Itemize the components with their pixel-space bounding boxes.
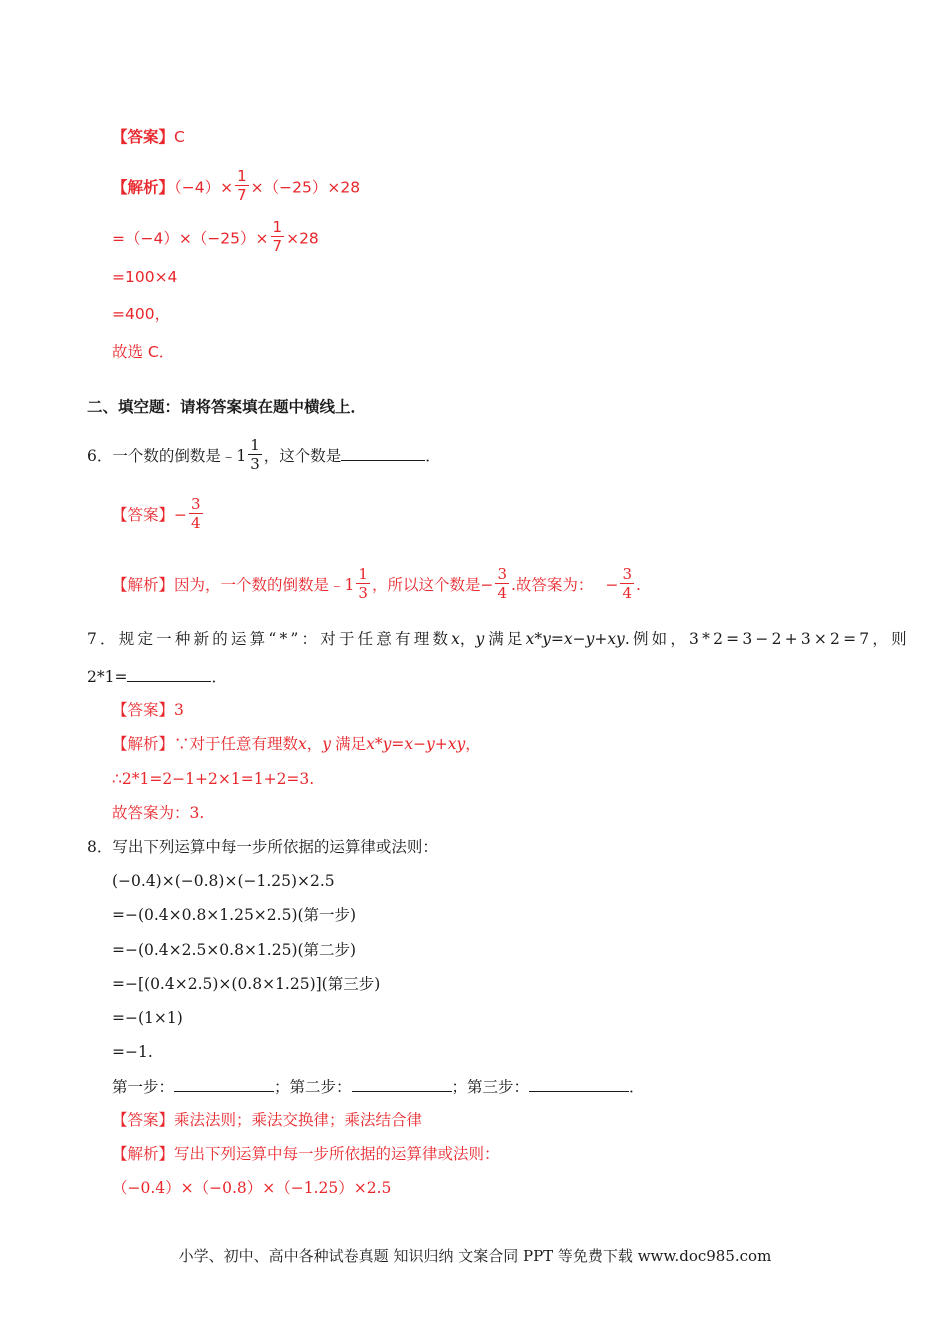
mixed-fraction [248,437,262,473]
answer-tag: 【答案】 [112,1111,175,1129]
answer-value: 3 [174,701,184,719]
expr-text: ×（−25）×28 [250,178,361,197]
question-text: ，这个数是 [263,447,342,465]
q5-analysis-line2 [112,218,319,257]
expr-text: （−4）× [174,178,234,197]
expr-text: =（−4）×（−25）× [112,229,269,248]
q8-step: (−0.4)×(−0.8)×(−1.25)×2.5 [112,872,335,890]
q8-analysis-line1 [112,1143,500,1165]
answer-blank[interactable] [127,665,211,682]
analysis-text: 因为，一个数的倒数是﹣1 [174,576,355,594]
q8-step: =−[(0.4×2.5)×(0.8×1.25)](第三步) [112,975,381,993]
variable-x: x [298,735,307,753]
q7-analysis-line1 [112,733,481,755]
q7-question-line1 [87,628,910,650]
page-footer: 小学、初中、高中各种试卷真题 知识归纳 文案合同 PPT 等免费下载 www.doc985.com [178,1247,772,1265]
answer-blank[interactable] [341,444,425,461]
fraction-denominator: 4 [622,584,632,602]
answer-fraction [189,496,203,532]
q8-analysis-line2: （−0.4）×（−0.8）×（−1.25）×2.5 [112,1179,392,1197]
q7-analysis-line2: ∴2*1=2−1+2×1=1+2=3. [112,770,315,788]
answer-tag: 【答案】 [112,701,175,719]
q5-analysis-line1 [112,167,361,206]
analysis-text: ∵对于任意有理数 [174,735,299,753]
q6-answer [112,495,205,534]
fraction-denominator: 4 [497,584,507,602]
q8-answer [112,1109,422,1131]
fraction-sign: − [480,576,494,594]
fraction-numerator: 3 [191,495,201,513]
fraction [271,219,285,255]
question-text: ． [425,447,441,465]
fraction-numerator: 1 [237,167,247,185]
blank-label: 第一步： [112,1078,175,1096]
fraction-numerator: 1 [272,218,283,236]
fraction-sign: − [605,576,619,594]
fraction-numerator: 3 [622,565,632,583]
q6-analysis [112,565,641,604]
analysis-text: ， [306,735,323,753]
variable-y: y [322,735,332,753]
question-text: 6．一个数的倒数是﹣1 [87,447,247,465]
q5-analysis-line4: =400， [112,305,171,323]
question-text: 7．规定一种新的运算“*”：对于任意有理数 [87,630,452,648]
fraction [620,566,634,602]
q6-question [87,436,441,475]
fraction-denominator: 7 [237,186,247,204]
question-text: ， [459,630,476,648]
q8-step: =−(0.4×2.5×0.8×1.25)(第二步) [112,941,357,959]
q7-answer [112,699,184,721]
question-text: .例如，3*2=3−2+3×2=7，则 [624,630,910,648]
fraction-numerator: 3 [497,565,507,583]
q8-step: =−1. [112,1043,153,1061]
answer-value: 乘法法则；乘法交换律；乘法结合律 [174,1111,423,1129]
blank-label: ；第三步： [451,1078,530,1096]
analysis-tag: 【解析】 [112,178,175,197]
fraction-denominator: 3 [250,455,260,473]
analysis-text: ， [465,735,481,753]
answer-value: C [174,128,185,146]
variable-y: y [475,630,485,648]
q7-question-line2 [87,665,227,688]
formula: x*y=x−y+xy [525,630,625,648]
answer-blank-step1[interactable] [174,1075,274,1092]
analysis-tag: 【解析】 [112,576,175,594]
q5-analysis-line5: 故选 C． [112,343,175,361]
q8-step: =−(1×1) [112,1009,183,1027]
question-text: 满足 [488,630,526,648]
analysis-tag: 【解析】 [112,1145,175,1163]
mixed-fraction [356,566,370,602]
fraction-denominator: 7 [272,237,283,255]
fraction-denominator: 3 [358,584,368,602]
answer-tag: 【答案】 [112,128,175,146]
q5-analysis-line3: =100×4 [112,268,178,286]
answer-sign: − [174,506,188,524]
blank-label: ；第二步： [274,1078,352,1096]
analysis-text: ，所以这个数是 [371,576,481,594]
expr-text: ×28 [286,229,319,248]
fraction-denominator: 4 [191,514,201,532]
answer-tag: 【答案】 [112,506,175,524]
q7-analysis-line3: 故答案为：3. [112,804,205,822]
analysis-text: 写出下列运算中每一步所依据的运算律或法则： [174,1145,500,1163]
fraction-numerator: 1 [250,436,260,454]
q5-answer [112,126,185,148]
section-heading: 二、填空题：请将答案填在题中横线上． [87,398,367,416]
analysis-text: . [635,576,641,594]
formula: x*y=x−y+xy [366,735,466,753]
q8-question: 8．写出下列运算中每一步所依据的运算律或法则： [87,838,438,856]
fraction-numerator: 1 [358,565,368,583]
analysis-text: .故答案为： [511,576,594,594]
fraction [495,566,509,602]
analysis-text: 满足 [335,735,367,753]
blank-label: ． [629,1078,645,1096]
question-text: 2*1= [87,668,128,686]
q8-blanks [112,1075,645,1098]
analysis-tag: 【解析】 [112,735,175,753]
variable-x: x [451,630,460,648]
q8-step: =−(0.4×0.8×1.25×2.5)(第一步) [112,906,357,924]
question-text: ． [211,668,227,686]
answer-blank-step2[interactable] [352,1075,452,1092]
fraction [235,168,249,204]
answer-blank-step3[interactable] [529,1075,629,1092]
